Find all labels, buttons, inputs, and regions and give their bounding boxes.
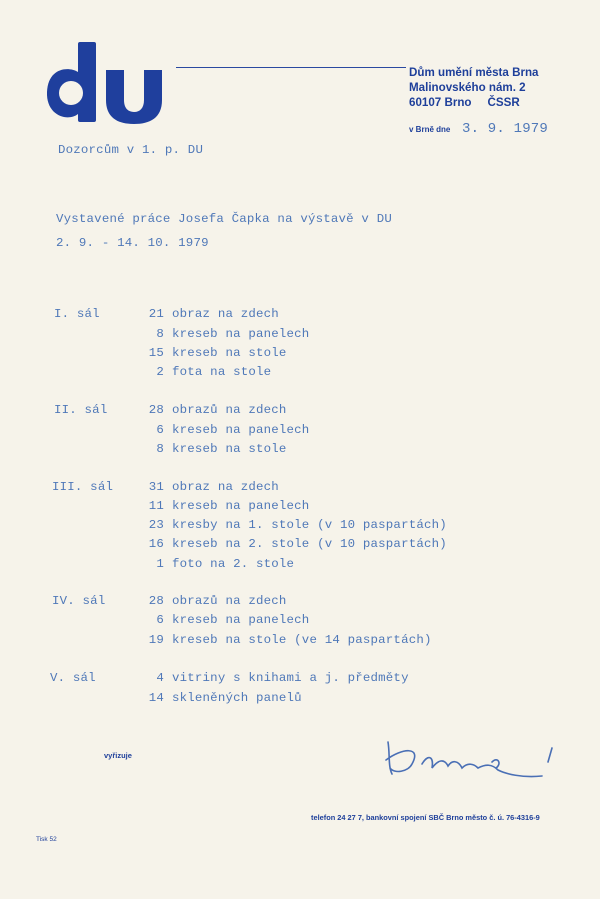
hall-name: III. sál [52, 480, 114, 494]
item-text: kreseb na panelech [172, 423, 310, 437]
hall-name: I. sál [54, 307, 100, 321]
item-text: kreseb na panelech [172, 613, 310, 627]
item-count: 14 [148, 691, 164, 705]
print-code: Tisk 52 [36, 836, 57, 843]
item-count: 6 [156, 423, 164, 437]
vyrizuje-label: vyřizuje [104, 751, 132, 760]
item-text: obrazů na zdech [172, 594, 287, 608]
item-count: 4 [156, 671, 164, 685]
item-text: skleněných panelů [172, 691, 302, 705]
item-count: 16 [148, 537, 164, 551]
org-street: Malinovského nám. 2 [409, 81, 526, 94]
item-count: 28 [148, 403, 164, 417]
subject-line-2: 2. 9. - 14. 10. 1979 [56, 236, 209, 250]
item-text: foto na 2. stole [172, 557, 295, 571]
item-count: 15 [148, 346, 164, 360]
item-count: 11 [148, 499, 164, 513]
item-count: 8 [156, 442, 164, 456]
item-count: 1 [156, 557, 164, 571]
date-label: v Brně dne [409, 125, 451, 134]
recipient: Dozorcům v 1. p. DU [58, 143, 204, 157]
item-count: 21 [148, 307, 164, 321]
subject-line-1: Vystavené práce Josefa Čapka na výstavě v DU [56, 212, 392, 226]
org-name: Dům umění města Brna [409, 66, 539, 79]
item-text: vitriny s knihami a j. předměty [172, 671, 409, 685]
item-text: obraz na zdech [172, 480, 279, 494]
letterhead-rule [176, 67, 406, 68]
hall-name: II. sál [54, 403, 108, 417]
item-text: kreseb na stole [172, 442, 287, 456]
hall-name: V. sál [50, 671, 96, 685]
item-text: kreseb na stole [172, 346, 287, 360]
item-text: kreseb na stole (ve 14 paspartách) [172, 633, 432, 647]
item-text: fota na stole [172, 365, 272, 379]
item-text: obrazů na zdech [172, 403, 287, 417]
handwritten-signature [382, 734, 562, 784]
item-text: kreseb na panelech [172, 499, 310, 513]
hall-name: IV. sál [52, 594, 106, 608]
org-city-line [409, 95, 539, 110]
item-count: 8 [156, 327, 164, 341]
item-text: kresby na 1. stole (v 10 paspartách) [172, 518, 447, 532]
item-count: 23 [148, 518, 164, 532]
du-logo [44, 36, 176, 126]
org-address [409, 65, 539, 110]
item-count: 19 [148, 633, 164, 647]
footer-contact: telefon 24 27 7, bankovní spojení SBČ Brno město č. ú. 76-4316-9 [311, 813, 540, 822]
item-count: 28 [148, 594, 164, 608]
item-text: kreseb na panelech [172, 327, 310, 341]
item-text: kreseb na 2. stole (v 10 paspartách) [172, 537, 447, 551]
letter-date: 3. 9. 1979 [462, 121, 549, 137]
org-country: ČSSR [487, 96, 520, 109]
org-postcode: 60107 Brno [409, 96, 472, 109]
item-count: 2 [156, 365, 164, 379]
item-text: obraz na zdech [172, 307, 279, 321]
item-count: 31 [148, 480, 164, 494]
item-count: 6 [156, 613, 164, 627]
